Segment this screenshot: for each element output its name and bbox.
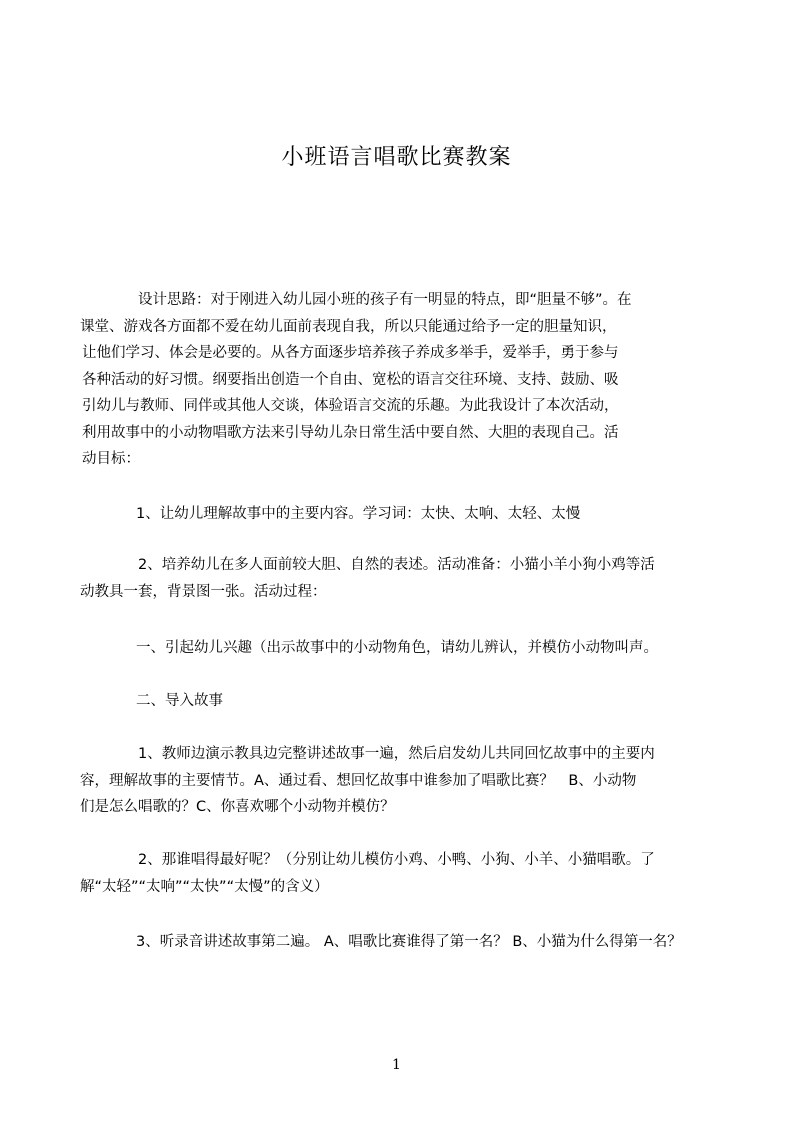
paragraph-line: 2、那谁唱得最好呢？（分别让幼儿模仿小鸡、小鸭、小狗、小羊、小猫唱歌。了	[138, 852, 655, 868]
paragraph-line: 引幼儿与教师、同伴或其他人交谈，体验语言交流的乐趣。为此我设计了本次活动，	[82, 398, 619, 414]
paragraph-line: 3、听录音讲述故事第二遍。 A、唱歌比赛谁得了第一名？ B、小猫为什么得第一名？	[136, 934, 682, 950]
page-number: 1	[392, 1057, 401, 1073]
document-title: 小班语言唱歌比赛教案	[281, 145, 512, 170]
paragraph-line: 动教具一套，背景图一张。活动过程：	[80, 583, 327, 600]
paragraph-line: 利用故事中的小动物唱歌方法来引导幼儿杂日常生活中要自然、大胆的表现自己。活	[82, 424, 619, 441]
paragraph-goal-2	[80, 552, 655, 605]
paragraph-line: 设计思路：对于刚进入幼儿园小班的孩子有一明显的特点，即“胆量不够”。在	[138, 292, 632, 308]
paragraph-step-1	[136, 635, 658, 662]
paragraph-step-2	[136, 688, 223, 715]
paragraph-story-2	[80, 847, 655, 900]
paragraph-line: 解“太轻”“太响”“太快”“太慢”的含义）	[80, 878, 329, 895]
paragraph-line: 动目标：	[82, 451, 140, 467]
paragraph-line: 2、培养幼儿在多人面前较大胆、自然的表述。活动准备：小猫小羊小狗小鸡等活	[138, 557, 655, 573]
paragraph-line: 各种活动的好习惯。纲要指出创造一个自由、宽松的语言交往环境、支持、鼓励、吸	[82, 371, 619, 388]
paragraph-line: 二、导入故事	[136, 693, 223, 709]
paragraph-line: 一、引起幼儿兴趣（出示故事中的小动物角色，请幼儿辨认，并模仿小动物叫声。	[136, 640, 658, 656]
paragraph-line: 1、教师边演示教具边完整讲述故事一遍，然后启发幼儿共同回忆故事中的主要内	[138, 746, 655, 762]
paragraph-line: 让他们学习、体会是必要的。从各方面逐步培养孩子养成多举手，爱举手，勇于参与	[82, 345, 619, 361]
paragraph-line: 容，理解故事的主要情节。A、通过看、想回忆故事中谁参加了唱歌比赛？ B、小动物	[80, 772, 637, 789]
paragraph-design-idea	[80, 287, 632, 473]
paragraph-line: 1、让幼儿理解故事中的主要内容。学习词：太快、太响、太轻、太慢	[136, 506, 581, 522]
paragraph-goal-1	[136, 501, 580, 528]
paragraph-line: 们是怎么唱歌的？C、你喜欢哪个小动物并模仿？	[80, 799, 395, 815]
paragraph-story-3	[136, 929, 682, 956]
paragraph-story-1	[80, 741, 655, 821]
paragraph-line: 课堂、游戏各方面都不爱在幼儿面前表现自我，所以只能通过给予一定的胆量知识，	[80, 318, 617, 335]
